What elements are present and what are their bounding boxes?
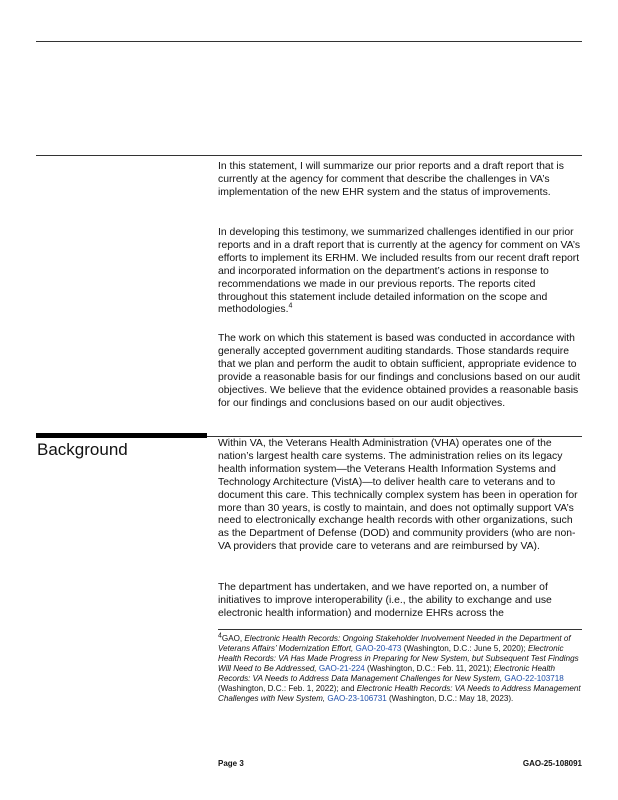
report-title-2: Electronic Health Records: VA Has Made Progress in Preparing for New System, but Subsequent Test Findings Will Need to Be Addressed,	[218, 644, 579, 673]
section-divider	[207, 436, 582, 437]
page-number: Page 3	[218, 759, 244, 768]
paragraph-3: The work on which this statement is based was conducted in accordance with generally accepted government auditing standards. Those standards require that we plan and perform the audit to obtain sufficient, appropriate evidence to provide a reasonable basis for our findings and conclusions based on our audit objectives. We believe that the evidence obtained provides a reasonable basis for our findings and conclusions based on our audit objectives.	[218, 333, 581, 409]
paragraph-1: In this statement, I will summarize our prior reports and a draft report that is currently at the agency for comment that describe the challenges in VA’s implementation of the new EHR system and the status of improvements.	[218, 161, 564, 198]
report-title-3: Electronic Health Records: VA Needs to Address Data Management Challenges for New System,	[218, 664, 556, 683]
footnote-number: 4	[218, 632, 222, 640]
footnote-divider	[218, 629, 582, 630]
initiatives-text	[218, 582, 584, 621]
paragraph-2-text: In developing this testimony, we summarized challenges identified in our prior reports and in a draft report that is currently at the agency for comment on VA’s efforts to implement its ERHM. We included results from our recent draft report and incorporated information on the department’s actions in response to recommendations we made in our previous reports. The reports cited throughout this statement include detailed information on the scope and methodologies.	[218, 227, 581, 316]
report-id: GAO-25-108091	[522, 759, 582, 768]
paragraph-2	[218, 227, 584, 317]
header-divider	[36, 155, 582, 156]
methodology-text	[218, 227, 584, 317]
section-heading-background: Background	[37, 440, 128, 459]
background-text	[218, 438, 584, 554]
report-link-gao-20-473[interactable]: GAO-20-473	[355, 644, 402, 653]
top-rule	[36, 41, 582, 42]
report-link-gao-22-103718[interactable]: GAO-22-103718	[504, 674, 564, 683]
footnote-text: GAO,	[221, 634, 245, 643]
standards-text	[218, 333, 584, 410]
report-title-4: Electronic Health Records: VA Needs to Address Management Challenges with New System,	[218, 684, 581, 703]
footnote-4	[218, 634, 582, 704]
footnote-text: (Washington, D.C.: May 18, 2023).	[386, 694, 514, 703]
footnote-text: (Washington, D.C.: June 5, 2020);	[401, 644, 528, 653]
report-title-1: Electronic Health Records: Ongoing Stakeholder Involvement Needed in the Department of Veterans Affairs’ Modernization Effort,	[218, 634, 571, 653]
paragraph-5: The department has undertaken, and we have reported on, a number of initiatives to improve interoperability (i.e., the ability to exchange and use electronic health information) and modernize EHRs across the	[218, 582, 552, 619]
footnote-text: (Washington, D.C.: Feb. 11, 2021);	[364, 664, 494, 673]
report-link-gao-23-106731[interactable]: GAO-23-106731	[327, 694, 387, 703]
section-heading-bar	[36, 433, 207, 438]
report-link-gao-21-224[interactable]: GAO-21-224	[318, 664, 365, 673]
footnote-text: (Washington, D.C.: Feb. 1, 2022); and	[218, 684, 357, 693]
footnote-ref-4[interactable]: 4	[288, 302, 293, 310]
paragraph-4: Within VA, the Veterans Health Administration (VHA) operates one of the nation’s largest health care systems. The administration relies on its legacy health information system—the Veterans Health Information Systems and Technology Architecture (VistA)—to deliver health care to veterans and to document this care. This technically complex system has been in operation for more than 30 years, is costly to maintain, and does not optimally support VA’s need to electronically exchange health records with other organizations, such as the Department of Defense (DOD) and community providers (who are non-VA providers that provide care to veterans and are reimbursed by VA).	[218, 438, 578, 553]
intro-text	[218, 161, 584, 200]
